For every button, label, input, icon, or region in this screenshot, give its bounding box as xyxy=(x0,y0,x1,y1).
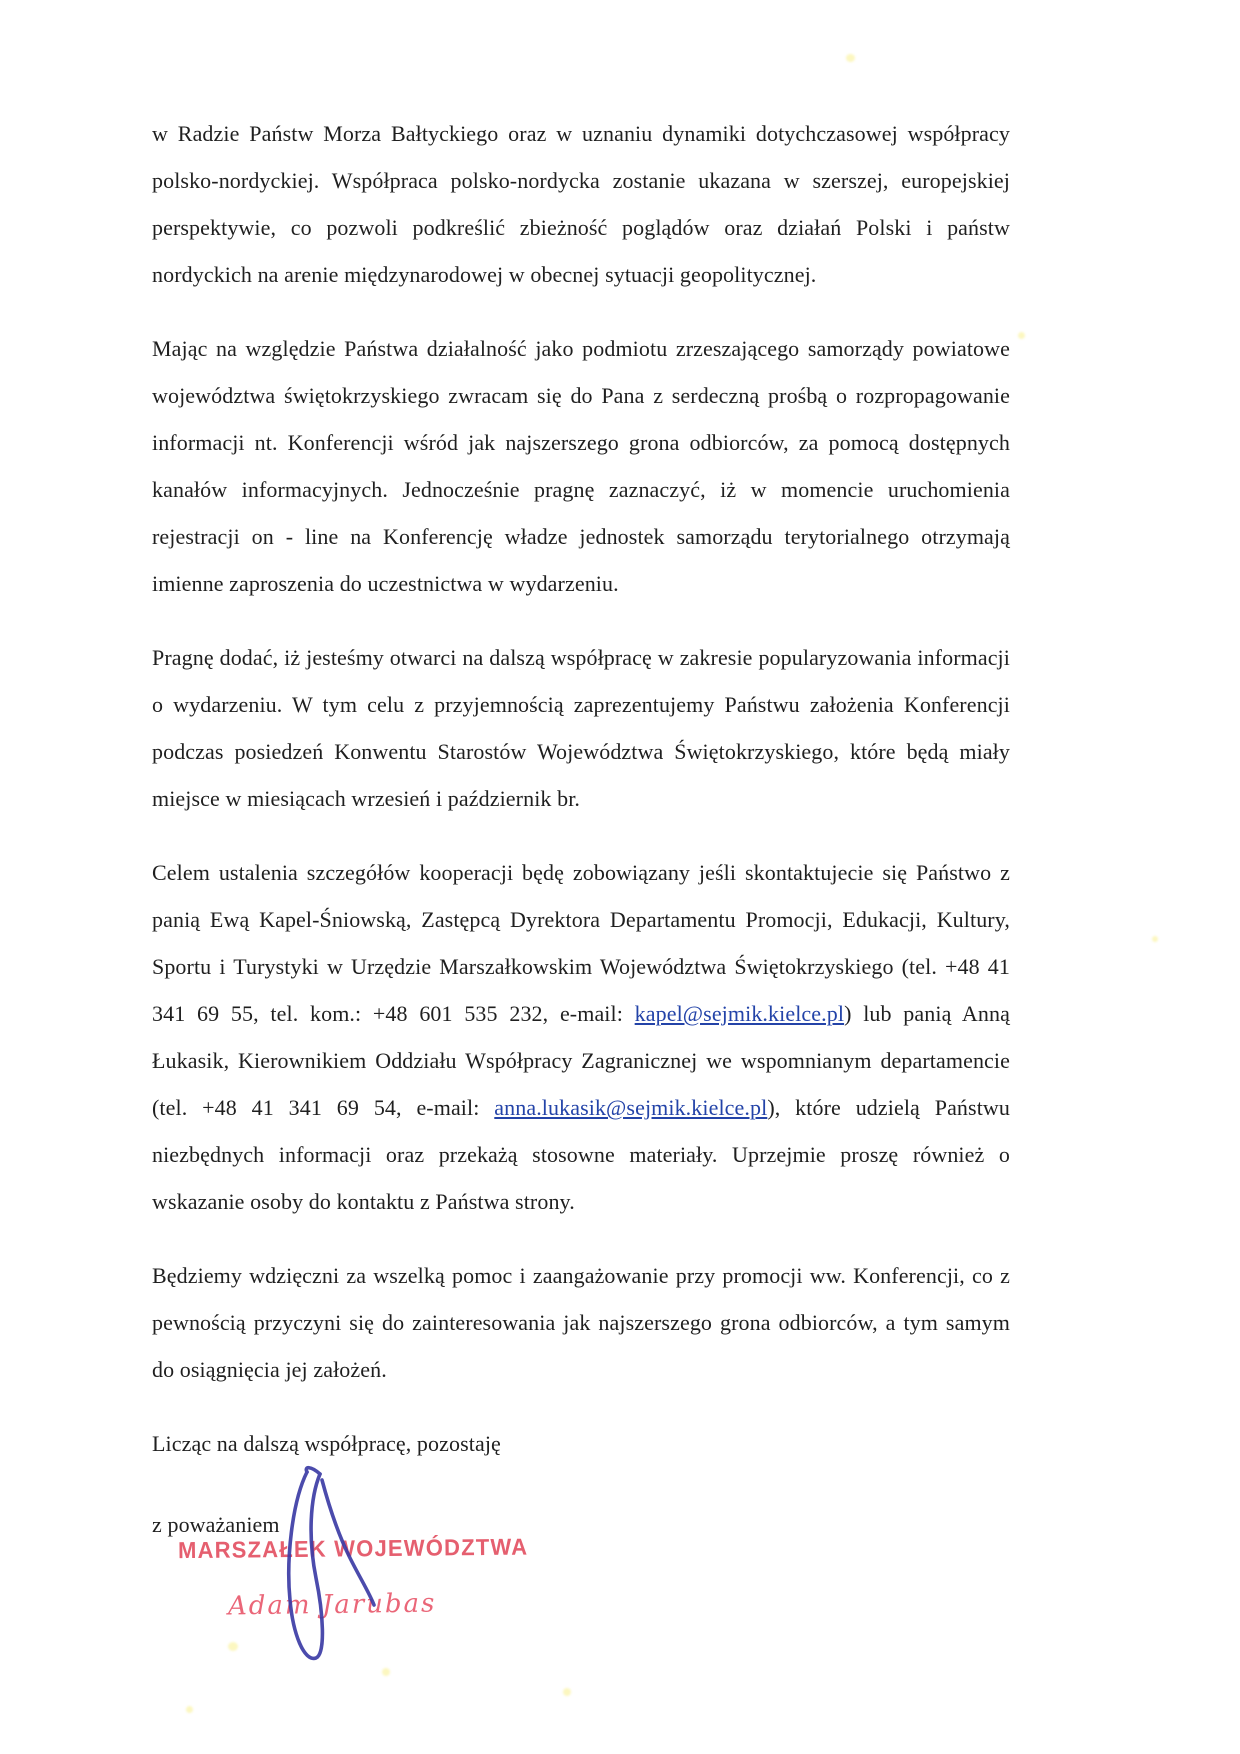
paragraph-4 xyxy=(152,849,1010,1225)
paragraph-4-text-middle: ) lub panią Anną Łukasik, Kierownikiem Oddziału Współpracy Zagranicznej we wspomnianym departamencie (tel. +48 41 341 69 54, e-mail: xyxy=(152,1001,1010,1120)
scan-speck xyxy=(846,54,855,62)
official-stamp-title: MARSZAŁEK WOJEWÓDZTWA xyxy=(177,1533,529,1564)
letter-body xyxy=(152,110,1010,1575)
closing-line: Licząc na dalszą współpracę, pozostaję xyxy=(152,1431,501,1456)
scan-speck xyxy=(563,1688,571,1696)
scan-speck xyxy=(186,1706,193,1713)
scan-speck xyxy=(228,1642,238,1651)
valediction-line: z poważaniem xyxy=(152,1512,280,1537)
paragraph-4-text-after: ), które udzielą Państwu niezbędnych informacji oraz przekażą stosowne materiały. Uprzejmie proszę również o wskazanie osoby do kontaktu z Państwa strony. xyxy=(152,1095,1010,1214)
paragraph-5: Będziemy wdzięczni za wszelką pomoc i zaangażowanie przy promocji ww. Konferencji, co z pewnością przyczyni się do zainteresowania jak najszerszego grona odbiorców, a tym samym do osiągnięcia jej założeń. xyxy=(152,1263,1010,1382)
official-stamp-name: Adam Jarubas xyxy=(227,1588,437,1622)
scan-speck xyxy=(1018,332,1025,339)
scan-speck xyxy=(1152,936,1158,942)
paragraph-1: w Radzie Państw Morza Bałtyckiego oraz w uznaniu dynamiki dotychczasowej współpracy polsko-nordyckiej. Współpraca polsko-nordycka zostanie ukazana w szerszej, europejskiej perspektywie, co pozwoli podkreślić zbieżność poglądów oraz działań Polski i państw nordyckich na arenie międzynarodowej w obecnej sytuacji geopolitycznej. xyxy=(152,121,1010,287)
email-link-anna-lukasik[interactable]: anna.lukasik@sejmik.kielce.pl xyxy=(494,1095,768,1120)
paragraph-2: Mając na względzie Państwa działalność jako podmiotu zrzeszającego samorządy powiatowe województwa świętokrzyskiego zwracam się do Pana z serdeczną prośbą o rozpropagowanie informacji nt. Konferencji wśród jak najszerszego grona odbiorców, za pomocą dostępnych kanałów informacyjnych. Jednocześnie pragnę zaznaczyć, iż w momencie uruchomienia rejestracji on - line na Konferencję władze jednostek samorządu terytorialnego otrzymają imienne zaproszenia do uczestnictwa w wydarzeniu. xyxy=(152,336,1010,596)
paragraph-4-text-before: Celem ustalenia szczegółów kooperacji będę zobowiązany jeśli skontaktujecie się Państwo z panią Ewą Kapel-Śniowską, Zastępcą Dyrektora Departamentu Promocji, Edukacji, Kultury, Sportu i Turystyki w Urzędzie Marszałkowskim Województwa Świętokrzyskiego (tel. +48 41 341 69 55, tel. kom.: +48 601 535 232, e-mail: xyxy=(152,860,1010,1026)
email-link-kapel[interactable]: kapel@sejmik.kielce.pl xyxy=(634,1001,845,1026)
scan-speck xyxy=(382,1668,390,1676)
paragraph-3: Pragnę dodać, iż jesteśmy otwarci na dalszą współpracę w zakresie popularyzowania informacji o wydarzeniu. W tym celu z przyjemnością zaprezentujemy Państwu założenia Konferencji podczas posiedzeń Konwentu Starostów Województwa Świętokrzyskiego, które będą miały miejsce w miesiącach wrzesień i październik br. xyxy=(152,645,1010,811)
